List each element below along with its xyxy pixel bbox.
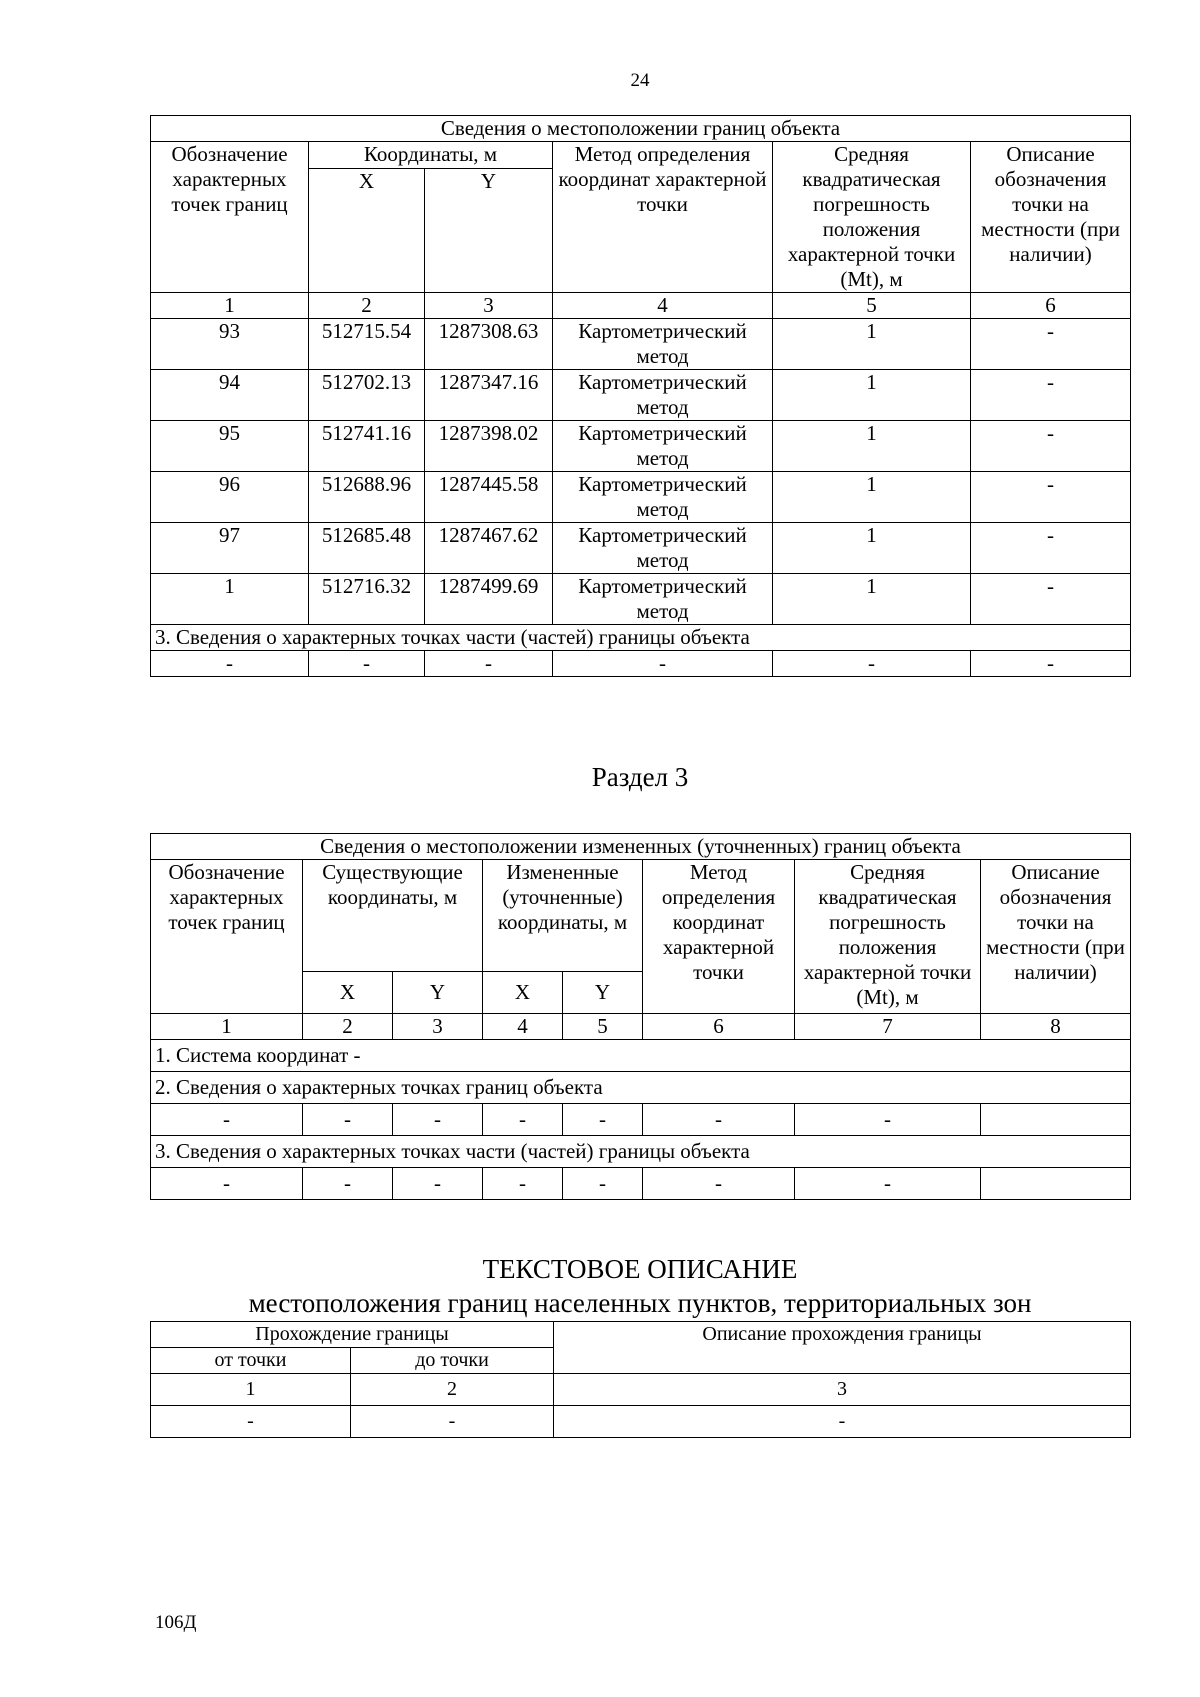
header-y: Y [563, 972, 643, 1014]
empty-cell: - [393, 1104, 483, 1136]
col-number: 2 [351, 1374, 554, 1406]
point-cell: 94 [151, 370, 309, 421]
col-number: 3 [425, 293, 553, 319]
method-cell: Картометрический метод [553, 421, 773, 472]
header-y: Y [393, 972, 483, 1014]
table-row [151, 1406, 1131, 1438]
header-description: Описание обозначения точки на местности (при наличии) [971, 142, 1131, 293]
table-row [151, 1168, 1131, 1200]
col-number: 4 [553, 293, 773, 319]
error-cell: 1 [773, 319, 971, 370]
header-x: X [303, 972, 393, 1014]
desc-cell: - [971, 421, 1131, 472]
header-designation: Обозначение характерных точек границ [151, 860, 303, 1014]
col-number: 5 [563, 1014, 643, 1040]
empty-cell: - [303, 1104, 393, 1136]
part-section-heading: 3. Сведения о характерных точках части (частей) границы объекта [151, 625, 1131, 651]
empty-cell: - [351, 1406, 554, 1438]
col-number: 1 [151, 293, 309, 319]
boundary-passage-table [150, 1321, 1131, 1438]
desc-cell: - [971, 370, 1131, 421]
text-description-title: ТЕКСТОВОЕ ОПИСАНИЕ [482, 1254, 798, 1284]
col-number: 8 [981, 1014, 1131, 1040]
y-cell: 1287308.63 [425, 319, 553, 370]
y-cell: 1287398.02 [425, 421, 553, 472]
empty-cell: - [151, 1104, 303, 1136]
method-cell: Картометрический метод [553, 523, 773, 574]
error-cell: 1 [773, 472, 971, 523]
empty-cell: - [554, 1406, 1131, 1438]
section-title: Раздел 3 [591, 762, 689, 792]
empty-cell: - [563, 1168, 643, 1200]
x-cell: 512715.54 [309, 319, 425, 370]
desc-cell: - [971, 319, 1131, 370]
header-passage-description: Описание прохождения границы [554, 1322, 1131, 1374]
empty-cell: - [425, 651, 553, 677]
table-row [151, 421, 1131, 472]
boundary-coordinates-table [150, 115, 1131, 677]
desc-cell: - [971, 523, 1131, 574]
empty-cell: - [643, 1168, 795, 1200]
table-title: Сведения о местоположении измененных (уточненных) границ объекта [151, 834, 1131, 860]
error-cell: 1 [773, 523, 971, 574]
col-number: 3 [393, 1014, 483, 1040]
points-section-heading: 2. Сведения о характерных точках границ объекта [151, 1072, 1131, 1104]
footer-code: 106Д [155, 1612, 197, 1633]
col-number: 1 [151, 1374, 351, 1406]
empty-cell: - [483, 1104, 563, 1136]
empty-cell: - [393, 1168, 483, 1200]
y-cell: 1287445.58 [425, 472, 553, 523]
error-cell: 1 [773, 421, 971, 472]
error-cell: 1 [773, 574, 971, 625]
empty-cell: - [303, 1168, 393, 1200]
empty-cell: - [151, 651, 309, 677]
point-cell: 93 [151, 319, 309, 370]
empty-cell: - [795, 1168, 981, 1200]
empty-cell: - [151, 1168, 303, 1200]
y-cell: 1287499.69 [425, 574, 553, 625]
col-number: 3 [554, 1374, 1131, 1406]
x-cell: 512688.96 [309, 472, 425, 523]
y-cell: 1287347.16 [425, 370, 553, 421]
empty-cell: - [483, 1168, 563, 1200]
col-number: 2 [303, 1014, 393, 1040]
x-cell: 512741.16 [309, 421, 425, 472]
empty-cell: - [773, 651, 971, 677]
table-row [151, 319, 1131, 370]
method-cell: Картометрический метод [553, 472, 773, 523]
table-row [151, 370, 1131, 421]
header-changed-coordinates: Измененные (уточненные) координаты, м [483, 860, 643, 972]
header-method: Метод определения координат характерной точки [643, 860, 795, 1014]
header-existing-coordinates: Существующие координаты, м [303, 860, 483, 972]
method-cell: Картометрический метод [553, 370, 773, 421]
table-row [151, 574, 1131, 625]
col-number: 7 [795, 1014, 981, 1040]
empty-cell: - [309, 651, 425, 677]
empty-cell: - [563, 1104, 643, 1136]
header-passage: Прохождение границы [151, 1322, 554, 1348]
empty-cell [981, 1104, 1131, 1136]
point-cell: 95 [151, 421, 309, 472]
table-row [151, 523, 1131, 574]
table-title: Сведения о местоположении границ объекта [151, 116, 1131, 142]
header-error: Средняя квадратическая погрешность положения характерной точки (Mt), м [795, 860, 981, 1014]
col-number: 5 [773, 293, 971, 319]
part-section-heading: 3. Сведения о характерных точках части (частей) границы объекта [151, 1136, 1131, 1168]
col-number: 6 [971, 293, 1131, 319]
table-row [151, 1104, 1131, 1136]
empty-cell [981, 1168, 1131, 1200]
col-number: 4 [483, 1014, 563, 1040]
empty-cell: - [553, 651, 773, 677]
col-number: 1 [151, 1014, 303, 1040]
header-description: Описание обозначения точки на местности (при наличии) [981, 860, 1131, 1014]
x-cell: 512716.32 [309, 574, 425, 625]
page-number: 24 [630, 70, 650, 91]
empty-cell: - [643, 1104, 795, 1136]
table-row [151, 472, 1131, 523]
empty-cell: - [151, 1406, 351, 1438]
desc-cell: - [971, 574, 1131, 625]
header-to-point: до точки [351, 1348, 554, 1374]
header-y: Y [425, 169, 553, 293]
point-cell: 1 [151, 574, 309, 625]
x-cell: 512702.13 [309, 370, 425, 421]
x-cell: 512685.48 [309, 523, 425, 574]
coord-system-heading: 1. Система координат - [151, 1040, 1131, 1072]
empty-cell: - [795, 1104, 981, 1136]
header-error: Средняя квадратическая погрешность положения характерной точки (Mt), м [773, 142, 971, 293]
method-cell: Картометрический метод [553, 574, 773, 625]
header-method: Метод определения координат характерной точки [553, 142, 773, 293]
method-cell: Картометрический метод [553, 319, 773, 370]
header-designation: Обозначение характерных точек границ [151, 142, 309, 293]
point-cell: 96 [151, 472, 309, 523]
desc-cell: - [971, 472, 1131, 523]
col-number: 6 [643, 1014, 795, 1040]
error-cell: 1 [773, 370, 971, 421]
col-number: 2 [309, 293, 425, 319]
table-row [151, 651, 1131, 677]
header-x: X [309, 169, 425, 293]
text-description-subtitle: местоположения границ населенных пунктов, территориальных зон [248, 1288, 1032, 1318]
header-from-point: от точки [151, 1348, 351, 1374]
empty-cell: - [971, 651, 1131, 677]
changed-boundaries-table [150, 833, 1131, 1200]
y-cell: 1287467.62 [425, 523, 553, 574]
header-x: X [483, 972, 563, 1014]
point-cell: 97 [151, 523, 309, 574]
header-coordinates: Координаты, м [309, 142, 553, 169]
